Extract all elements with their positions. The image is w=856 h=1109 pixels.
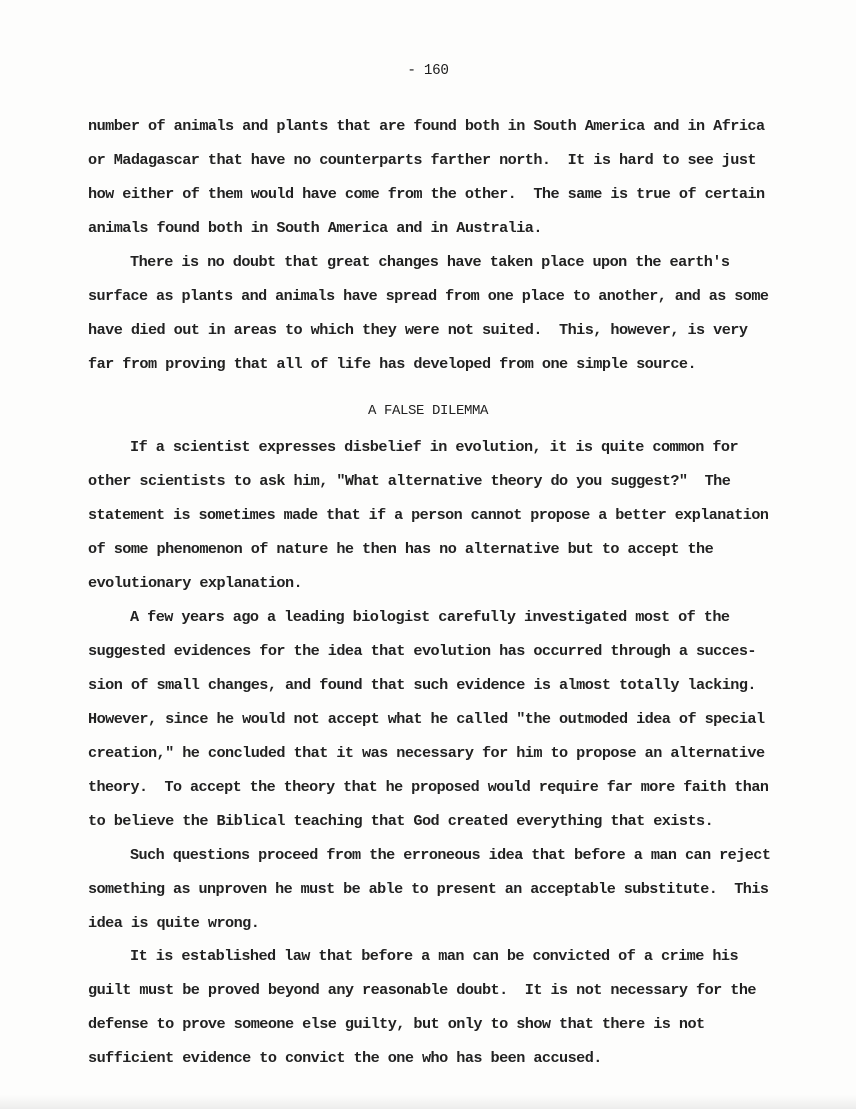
paragraph-4-line-1: A few years ago a leading biologist carefully investigated most of the — [130, 608, 730, 626]
paragraph-3-line-3: statement is sometimes made that if a person cannot propose a better explanation — [88, 506, 769, 524]
paragraph-5-line-1: Such questions proceed from the erroneous idea that before a man can reject — [130, 846, 771, 864]
paragraph-1-line-1: number of animals and plants that are found both in South America and in Africa — [88, 117, 765, 135]
paragraph-1-line-3: how either of them would have come from the other. The same is true of certain — [88, 185, 765, 203]
paragraph-2-line-2: surface as plants and animals have spread from one place to another, and as some — [88, 287, 769, 305]
paragraph-1-line-4: animals found both in South America and in Australia. — [88, 219, 542, 237]
paragraph-6-line-4: sufficient evidence to convict the one who has been accused. — [88, 1049, 602, 1067]
paragraph-4-line-2: suggested evidences for the idea that evolution has occurred through a succes- — [88, 642, 756, 660]
paragraph-3-line-5: evolutionary explanation. — [88, 574, 303, 592]
paragraph-3-line-4: of some phenomenon of nature he then has no alternative but to accept the — [88, 540, 714, 558]
paragraph-3-line-1: If a scientist expresses disbelief in evolution, it is quite common for — [130, 438, 739, 456]
paragraph-2-line-3: have died out in areas to which they were not suited. This, however, is very — [88, 321, 748, 339]
paragraph-6-line-1: It is established law that before a man can be convicted of a crime his — [130, 947, 739, 965]
paragraph-6-line-3: defense to prove someone else guilty, but only to show that there is not — [88, 1015, 705, 1033]
paragraph-4-line-6: theory. To accept the theory that he proposed would require far more faith than — [88, 778, 769, 796]
paragraph-4-line-7: to believe the Biblical teaching that God created everything that exists. — [88, 812, 714, 830]
paragraph-5-line-2: something as unproven he must be able to present an acceptable substitute. This — [88, 880, 769, 898]
paragraph-5-line-3: idea is quite wrong. — [88, 914, 260, 932]
section-heading: A FALSE DILEMMA — [367, 403, 489, 419]
paragraph-4-line-5: creation," he concluded that it was necessary for him to propose an alternative — [88, 744, 765, 762]
paragraph-6-line-2: guilt must be proved beyond any reasonable doubt. It is not necessary for the — [88, 981, 756, 999]
paragraph-4-line-3: sion of small changes, and found that such evidence is almost totally lacking. — [88, 676, 756, 694]
paragraph-3-line-2: other scientists to ask him, "What alternative theory do you suggest?" The — [88, 472, 731, 490]
scan-edge-shadow — [0, 1095, 856, 1109]
paragraph-2-line-4: far from proving that all of life has developed from one simple source. — [88, 355, 697, 373]
paragraph-4-line-4: However, since he would not accept what he called "the outmoded idea of special — [88, 710, 765, 728]
paragraph-1-line-2: or Madagascar that have no counterparts farther north. It is hard to see just — [88, 151, 756, 169]
page-number: - 160 — [407, 62, 449, 79]
paragraph-2-line-1: There is no doubt that great changes have taken place upon the earth's — [130, 253, 730, 271]
